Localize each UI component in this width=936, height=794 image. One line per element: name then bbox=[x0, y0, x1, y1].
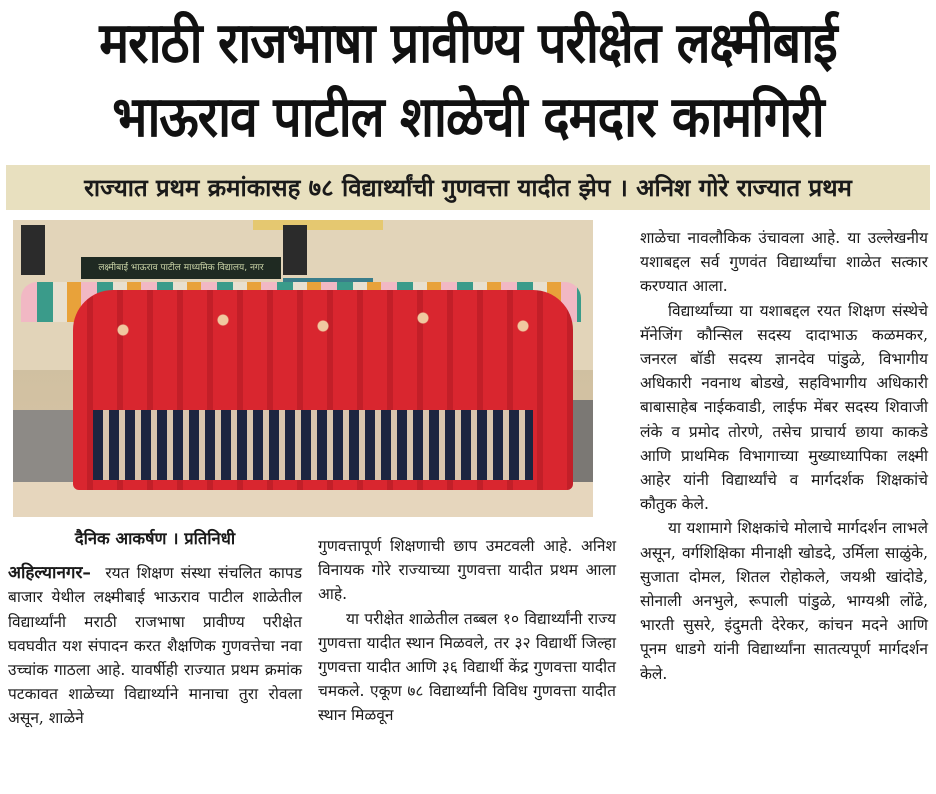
headline-line-2: भाऊराव पाटील शाळेची दमदार कामगिरी bbox=[112, 84, 824, 150]
paragraph-1-text: रयत शिक्षण संस्था संचलित कापड बाजार येथील लक्ष्मीबाई भाऊराव पाटील शाळेतील विद्यार्थ्यांनी मराठी राजभाषा प्रावीण्य परीक्षेत घवघवीत यश संपादन करत शैक्षणिक गुणवत्तेचा नवा उच्चांक गाठला आहे. यावर्षीही राज्यात प्रथम क्रमांक पटकावत शाळेच्या विद्यार्थ्याने मानाचा तुरा रोवला असून, शाळेने bbox=[8, 564, 302, 728]
column-3 bbox=[640, 226, 928, 686]
students-legs bbox=[93, 410, 533, 480]
speaker-icon bbox=[283, 225, 307, 275]
column-2 bbox=[318, 534, 616, 728]
group-photo bbox=[13, 220, 593, 517]
school-signboard: लक्ष्मीबाई भाऊराव पाटील माध्यमिक विद्यालय, नगर bbox=[81, 257, 281, 279]
paragraph-1 bbox=[8, 561, 302, 730]
speaker-icon bbox=[21, 225, 45, 275]
paragraph-3: या परीक्षेत शाळेतील तब्बल १० विद्यार्थ्यांनी राज्य गुणवत्ता यादीत स्थान मिळवले, तर ३२ विद्यार्थी जिल्हा गुणवत्ता यादीत आणि ३६ विद्यार्थी केंद्र गुणवत्ता यादीत चमकले. एकूण ७८ विद्यार्थ्यांनी विविध गुणवत्ता यादीत स्थान मिळवून bbox=[318, 609, 616, 725]
paragraph-2: गुणवत्तापूर्ण शिक्षणाची छाप उमटवली आहे. अनिश विनायक गोरे राज्याच्या गुणवत्ता यादीत प्रथम आला आहे. bbox=[318, 537, 616, 604]
subheadline: राज्यात प्रथम क्रमांकासह ७८ विद्यार्थ्यांची गुणवत्ता यादीत झेप । अनिश गोरे राज्यात प्रथम bbox=[84, 174, 852, 202]
byline: दैनिक आकर्षण । प्रतिनिधी bbox=[74, 529, 236, 548]
paragraph-5: विद्यार्थ्यांच्या या यशाबद्दल रयत शिक्षण संस्थेचे मॅनेजिंग कौन्सिल सदस्य दादाभाऊ कळमकर, जनरल बॉडी सदस्य ज्ञानदेव पांडुळे, विभागीय अधिकारी नवनाथ बोडखे, सहविभागीय अधिकारी बाबासाहेब नाईकवाडी, लाईफ मेंबर सदस्य शिवाजी लंके व प्रमोद तोरणे, तसेच प्राचार्य छाया काकडे आणि प्राथमिक विभागाच्या मुख्याध्यापिका लक्ष्मी आहेर यांनी विद्यार्थ्यांचे व मार्गदर्शक शिक्षकांचे कौतुक केले. bbox=[640, 301, 928, 514]
dateline: अहिल्यानगर– bbox=[8, 563, 91, 584]
headline-line-1: मराठी राजभाषा प्रावीण्य परीक्षेत लक्ष्मीबाई bbox=[99, 10, 837, 76]
column-1 bbox=[8, 527, 302, 731]
paragraph-4: शाळेचा नावलौकिक उंचावला आहे. या उल्लेखनीय यशाबद्दल सर्व गुणवंत विद्यार्थ्यांचा शाळेत सत्कार करण्यात आला. bbox=[640, 229, 928, 296]
headline bbox=[0, 6, 936, 154]
photo-banner bbox=[253, 220, 383, 230]
paragraph-6: या यशामागे शिक्षकांचे मोलाचे मार्गदर्शन लाभले असून, वर्गशिक्षिका मीनाक्षी खोडदे, उर्मिला साळुंके, सुजाता दोमल, शितल रोहोकले, जयश्री खांदोडे, सोनाली अनभुले, रूपाली पांडुळे, भाग्यश्री लोंढे, भारती सुसरे, इंदुमती देरेकर, कांचन मदने आणि पूनम धाडगे यांनी विद्यार्थ्यांना सातत्यपूर्ण मार्गदर्शन केले. bbox=[640, 519, 928, 683]
subheadline-band bbox=[6, 165, 930, 210]
